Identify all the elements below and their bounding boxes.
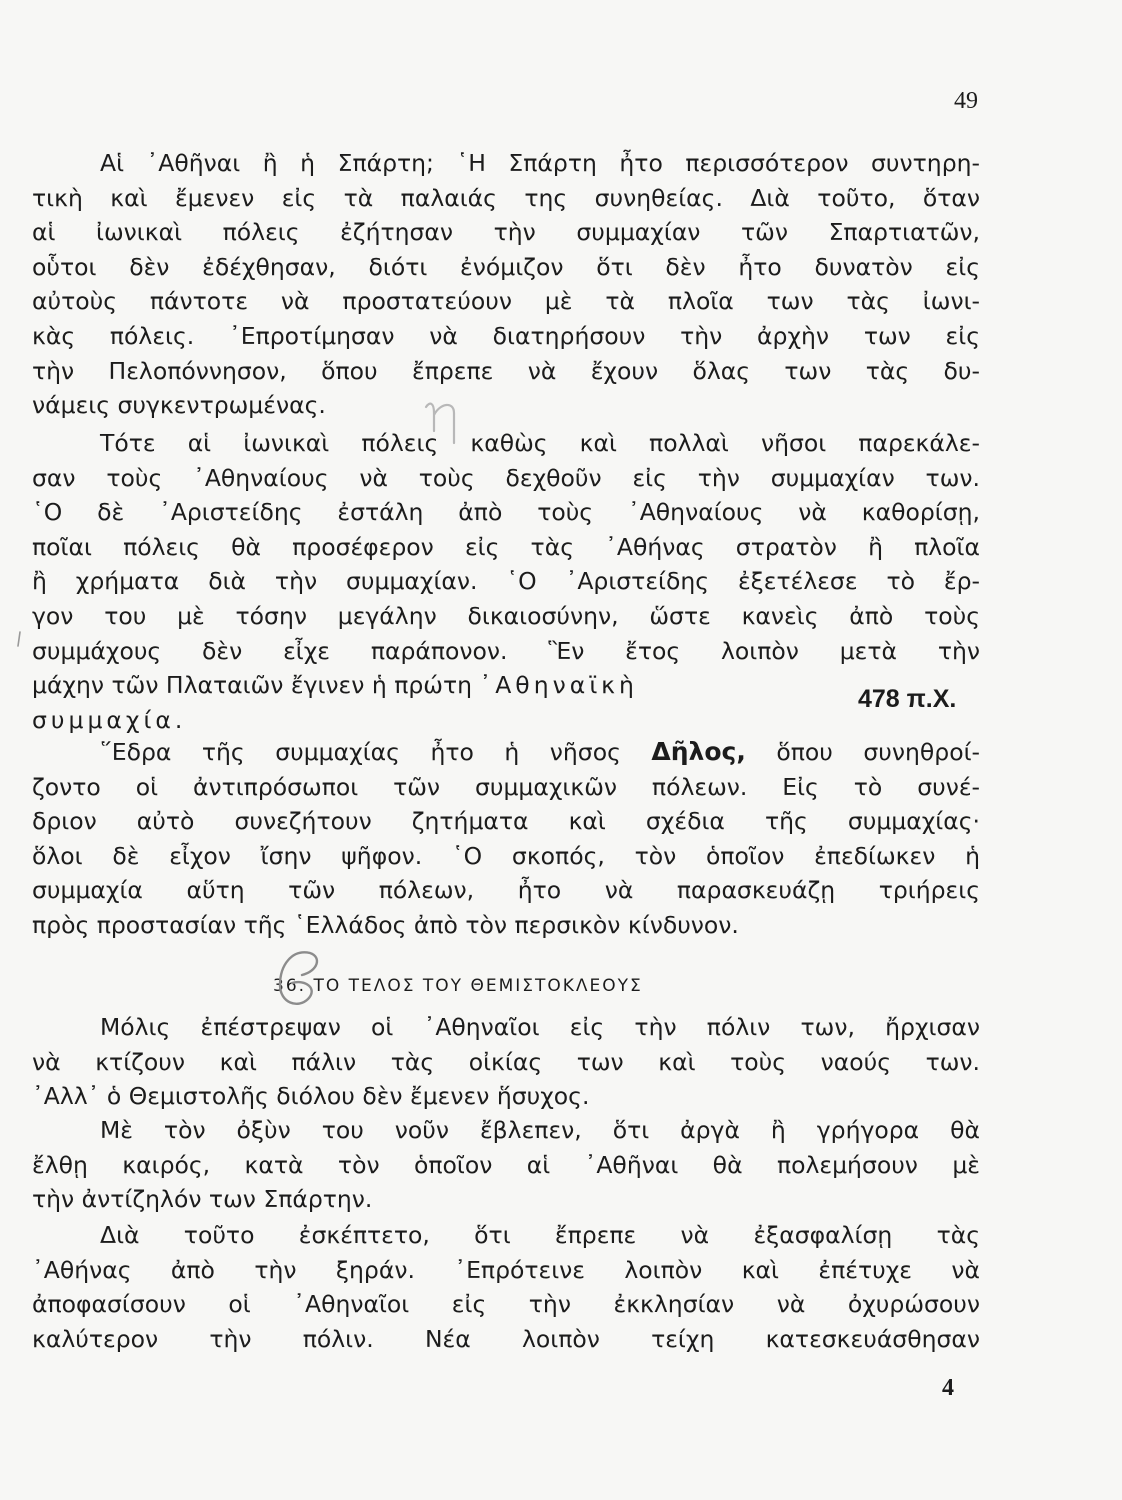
- page-number: 49: [954, 88, 978, 114]
- text-line: κὰς πόλεις. ᾿Επροτίμησαν νὰ διατηρήσουν τὴν ἀρχὴν των εἰς: [32, 321, 980, 350]
- text-line: τὴν Πελοπόννησον, ὅπου ἔπρεπε νὰ ἔχουν ὅλας των τὰς δυ-: [32, 356, 980, 385]
- text-line: συμμάχους δὲν εἶχε παράπονον. Ἓν ἔτος λοιπὸν μετὰ τὴν: [32, 636, 980, 665]
- pencil-mark-eta: [420, 395, 480, 445]
- text-line: ζοντο οἱ ἀντιπρόσωποι τῶν συμμαχικῶν πόλεων. Εἰς τὸ συνέ-: [32, 772, 980, 801]
- delos-bold-term: Δῆλος,: [651, 737, 746, 766]
- text-line: ἔλθῃ καιρός, κατὰ τὸν ὁποῖον αἱ ᾿Αθῆναι θὰ πολεμήσουν μὲ: [32, 1150, 980, 1179]
- athenian-alliance-term: ᾿Αθηναϊκὴ: [479, 671, 638, 700]
- paragraph-delos: [32, 735, 980, 943]
- text-line: [32, 735, 980, 770]
- paragraph-walls: [32, 1218, 980, 1356]
- text-line: συμμαχία αὕτη τῶν πόλεων, ἦτο νὰ παρασκευάζῃ τριήρεις: [32, 876, 980, 905]
- paragraph-return: [32, 1010, 980, 1114]
- signature-mark: 4: [942, 1375, 954, 1401]
- text-line: νὰ κτίζουν καὶ πάλιν τὰς οἰκίας των καὶ τοὺς ναούς των.: [32, 1047, 980, 1076]
- text-fragment: ὅπου συνηθροί-: [745, 738, 980, 766]
- text-fragment: ῞Εδρα τῆς συμμαχίας ἦτο ἡ νῆσος: [100, 738, 652, 766]
- text-line: ᾿Αθήνας ἀπὸ τὴν ξηράν. ᾿Επρότεινε λοιπὸν καὶ ἐπέτυχε νὰ: [32, 1255, 980, 1284]
- text-line: [32, 668, 832, 703]
- text-line: Διὰ τοῦτο ἐσκέπτετο, ὅτι ἔπρεπε νὰ ἐξασφαλίσῃ τὰς: [100, 1221, 980, 1249]
- text-line: τὴν ἀντίζηλόν των Σπάρτην.: [32, 1185, 373, 1214]
- text-line: Τότε αἱ ἰωνικαὶ πόλεις καθὼς καὶ πολλαὶ νῆσοι παρεκάλε-: [100, 429, 980, 457]
- text-line: αἱ ἰωνικαὶ πόλεις ἐζήτησαν τὴν συμμαχίαν τῶν Σπαρτιατῶν,: [32, 218, 980, 247]
- paragraph-foresight: [32, 1113, 980, 1217]
- text-line: δριον αὐτὸ συνεζήτουν ζητήματα καὶ σχέδια τῆς συμμαχίας·: [32, 807, 980, 836]
- text-line: αὐτοὺς πάντοτε νὰ προστατεύουν μὲ τὰ πλοῖα των τὰς ἰωνι-: [32, 287, 980, 316]
- text-line: γον του μὲ τόσην μεγάλην δικαιοσύνην, ὥστε κανεὶς ἀπὸ τοὺς: [32, 601, 980, 630]
- text-line: ῾Ο δὲ ᾿Αριστείδης ἐστάλη ἀπὸ τοὺς ᾿Αθηναίους νὰ καθορίσῃ,: [32, 498, 980, 527]
- pencil-mark-beta: [262, 945, 332, 1015]
- text-line: ποῖαι πόλεις θὰ προσέφερον εἰς τὰς ᾿Αθήνας στρατὸν ἢ πλοῖα: [32, 532, 980, 561]
- section-heading: 36. ΤΟ ΤΕΛΟΣ ΤΟΥ ΘΕΜΙΣΤΟΚΛΕΟΥΣ: [273, 976, 643, 996]
- text-line: πρὸς προστασίαν τῆς ῾Ελλάδος ἀπὸ τὸν περσικὸν κίνδυνον.: [32, 910, 739, 939]
- text-line: Αἱ ᾿Αθῆναι ἢ ἡ Σπάρτη; ῾Η Σπάρτη ἦτο περισσότερον συντηρη-: [100, 149, 980, 177]
- text-line: ἀποφασίσουν οἱ ᾿Αθηναῖοι εἰς τὴν ἐκκλησίαν νὰ ὀχυρώσουν: [32, 1290, 980, 1319]
- text-line: Μόλις ἐπέστρεψαν οἱ ᾿Αθηναῖοι εἰς τὴν πόλιν των, ἤρχισαν: [100, 1013, 980, 1041]
- text-line: ὅλοι δὲ εἶχον ἴσην ψῆφον. ῾Ο σκοπός, τὸν ὁποῖον ἐπεδίωκεν ἡ: [32, 841, 980, 870]
- text-line: τικὴ καὶ ἔμενεν εἰς τὰ παλαιάς της συνηθείας. Διὰ τοῦτο, ὅταν: [32, 183, 980, 212]
- text-line: καλύτερον τὴν πόλιν. Νέα λοιπὸν τείχη κατεσκευάσθησαν: [32, 1324, 980, 1353]
- text-line: νάμεις συγκεντρωμένας.: [32, 391, 326, 420]
- text-line: ᾿Αλλ᾿ ὁ Θεμιστολῆς διόλου δὲν ἔμενεν ἥσυχος.: [32, 1082, 590, 1111]
- text-line: οὗτοι δὲν ἐδέχθησαν, διότι ἐνόμιζον ὅτι δὲν ἦτο δυνατὸν εἰς: [32, 252, 980, 281]
- text-line: ἢ χρήματα διὰ τὴν συμμαχίαν. ῾Ο ᾿Αριστείδης ἐξετέλεσε τὸ ἔρ-: [32, 567, 980, 596]
- paragraph-sparta-conservatism: [32, 146, 980, 423]
- pencil-tick: [14, 630, 24, 650]
- paragraph-aristides-alliance: [32, 426, 980, 737]
- margin-date: 478 π.Χ.: [858, 685, 957, 713]
- athenian-alliance-term-cont: συμμαχία.: [32, 705, 187, 734]
- text-line: σαν τοὺς ᾿Αθηναίους νὰ τοὺς δεχθοῦν εἰς τὴν συμμαχίαν των.: [32, 463, 980, 492]
- text-line: Μὲ τὸν ὀξὺν του νοῦν ἔβλεπεν, ὅτι ἀργὰ ἢ γρήγορα θὰ: [100, 1116, 980, 1144]
- text-fragment: μάχην τῶν Πλαταιῶν ἔγινεν ἡ πρώτη: [32, 671, 480, 700]
